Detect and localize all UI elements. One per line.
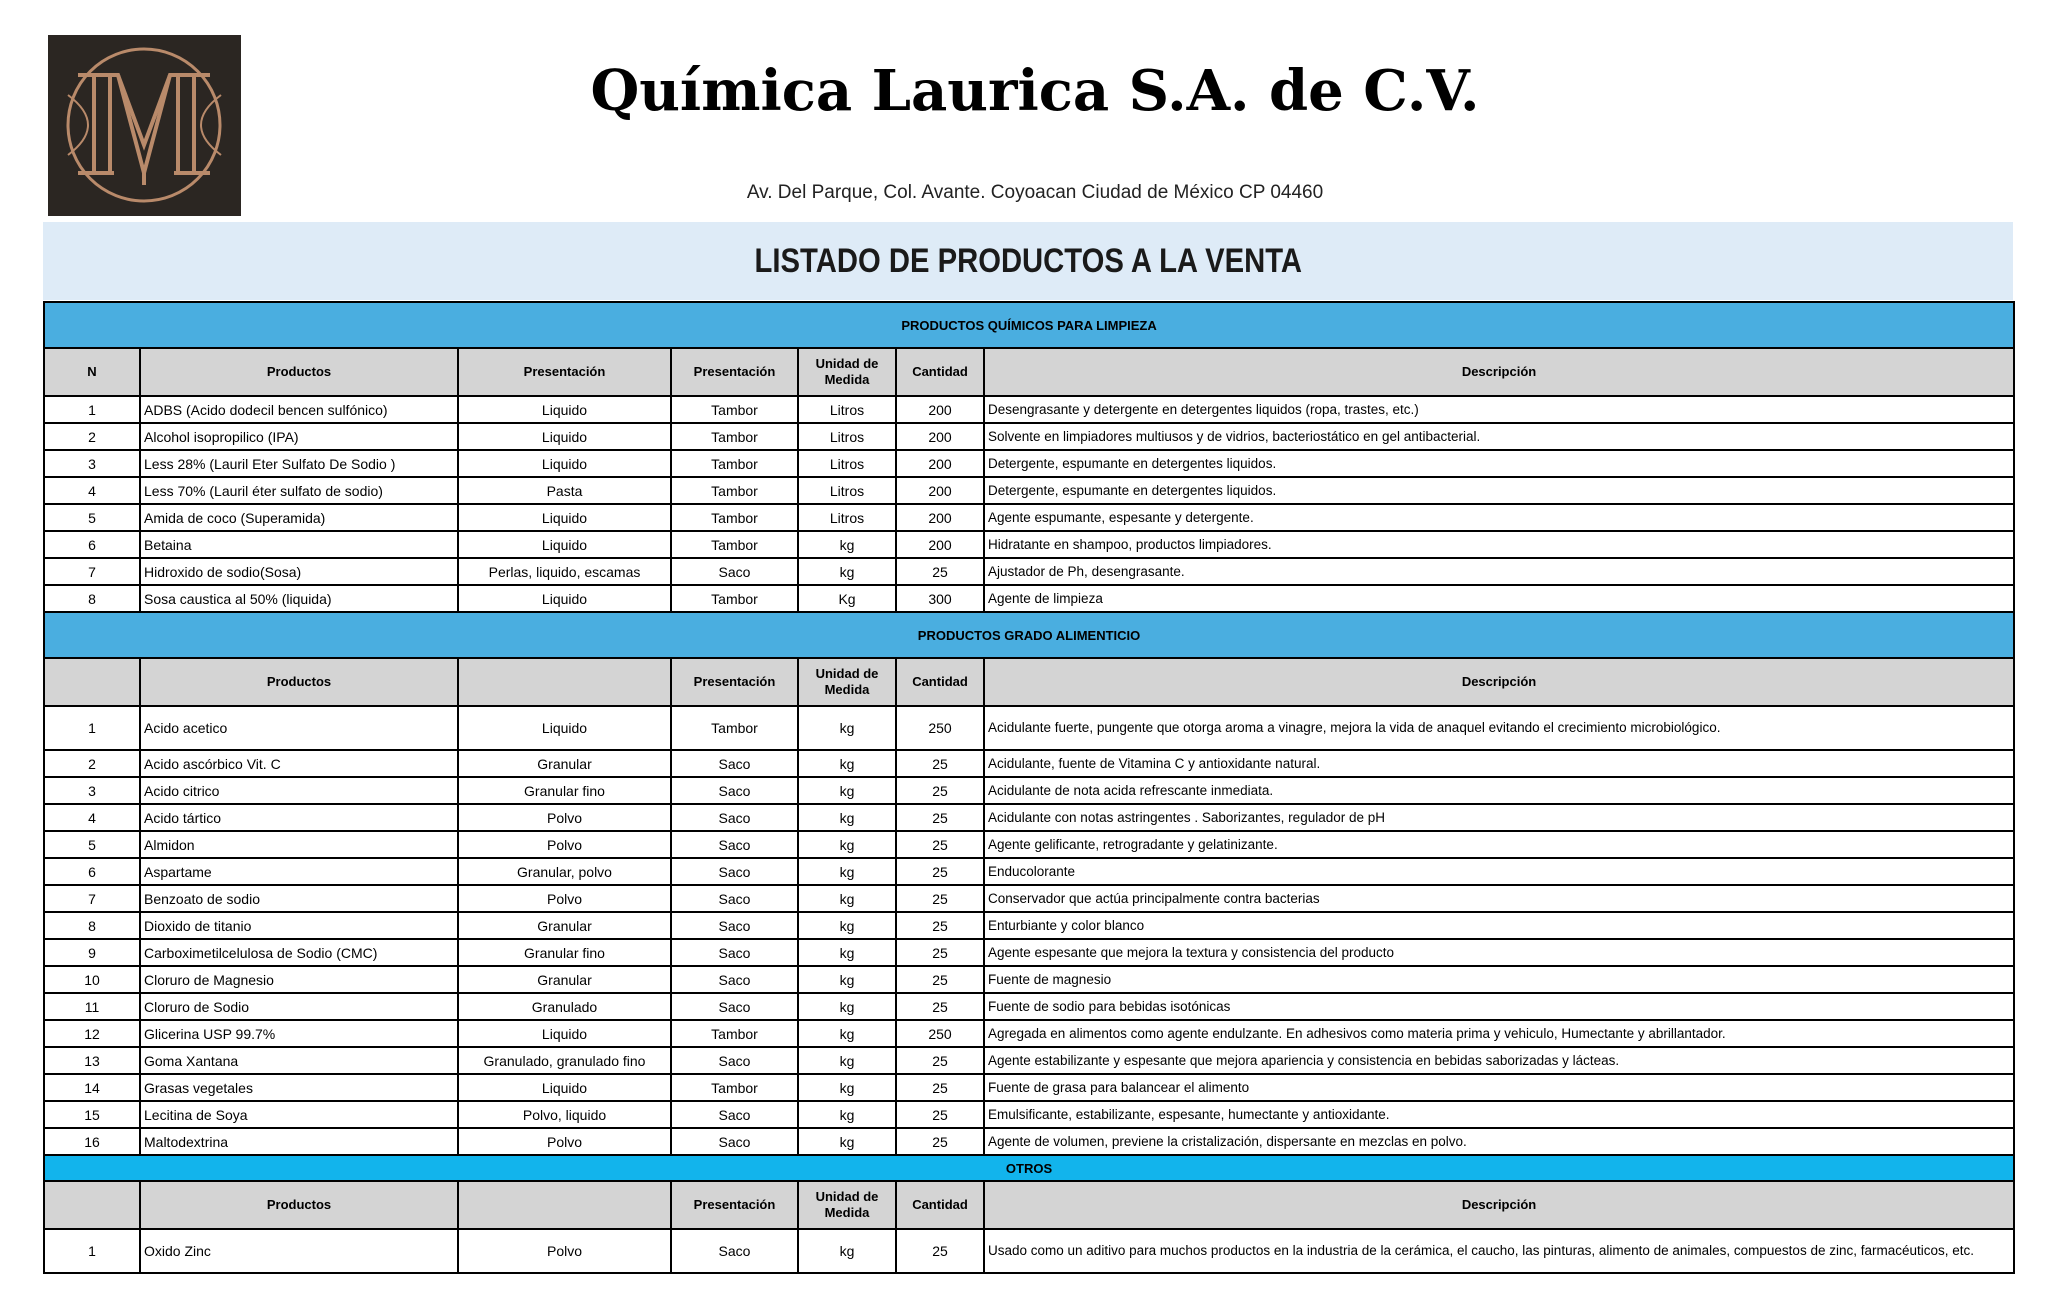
cell-quantity: 200 (896, 423, 984, 450)
cell-description: Acidulante, fuente de Vitamina C y antioxidante natural. (984, 750, 2014, 777)
cell-unit: kg (798, 966, 896, 993)
cell-unit: Litros (798, 396, 896, 423)
cell-number: 5 (44, 831, 140, 858)
cell-number: 7 (44, 558, 140, 585)
cell-unit: Kg (798, 585, 896, 612)
cell-unit: kg (798, 885, 896, 912)
cell-presentation-container: Saco (671, 1047, 798, 1074)
cell-description: Acidulante de nota acida refrescante inmediata. (984, 777, 2014, 804)
cell-number: 6 (44, 858, 140, 885)
table-row (44, 1229, 2014, 1273)
cell-presentation-form: Liquido (458, 450, 671, 477)
column-header-quantity: Cantidad (896, 348, 984, 396)
cell-presentation-container: Saco (671, 750, 798, 777)
cell-product: Carboximetilcelulosa de Sodio (CMC) (140, 939, 458, 966)
cell-quantity: 25 (896, 831, 984, 858)
cell-presentation-form: Granulado, granulado fino (458, 1047, 671, 1074)
cell-presentation-form: Granulado (458, 993, 671, 1020)
cell-description: Solvente en limpiadores multiusos y de vidrios, bacteriostático en gel antibacterial. (984, 423, 2014, 450)
column-header-presentation-form (458, 658, 671, 706)
cell-presentation-container: Saco (671, 1229, 798, 1273)
table-row (44, 912, 2014, 939)
cell-presentation-container: Saco (671, 831, 798, 858)
section-header-row (44, 302, 2014, 348)
column-header-row (44, 1181, 2014, 1229)
cell-description: Agente gelificante, retrogradante y gelatinizante. (984, 831, 2014, 858)
cell-presentation-form: Liquido (458, 1074, 671, 1101)
table-row (44, 777, 2014, 804)
table-row (44, 531, 2014, 558)
cell-presentation-container: Saco (671, 939, 798, 966)
cell-unit: kg (798, 831, 896, 858)
cell-number: 4 (44, 804, 140, 831)
section-header-row (44, 612, 2014, 658)
cell-description: Agente estabilizante y espesante que mejora apariencia y consistencia en bebidas saborizadas y lácteas. (984, 1047, 2014, 1074)
cell-presentation-form: Granular (458, 966, 671, 993)
cell-presentation-container: Saco (671, 966, 798, 993)
cell-number: 2 (44, 750, 140, 777)
cell-description: Desengrasante y detergente en detergentes liquidos (ropa, trastes, etc.) (984, 396, 2014, 423)
cell-unit: kg (798, 706, 896, 750)
column-header-presentation-container: Presentación (671, 658, 798, 706)
cell-unit: Litros (798, 423, 896, 450)
cell-number: 1 (44, 1229, 140, 1273)
cell-quantity: 25 (896, 939, 984, 966)
section-title: PRODUCTOS GRADO ALIMENTICIO (44, 612, 2014, 658)
cell-product: Grasas vegetales (140, 1074, 458, 1101)
cell-description: Agente de limpieza (984, 585, 2014, 612)
column-header-number (44, 658, 140, 706)
cell-unit: kg (798, 858, 896, 885)
cell-product: Acido ascórbico Vit. C (140, 750, 458, 777)
cell-description: Fuente de grasa para balancear el alimento (984, 1074, 2014, 1101)
cell-description: Fuente de magnesio (984, 966, 2014, 993)
cell-number: 1 (44, 706, 140, 750)
cell-presentation-form: Polvo (458, 885, 671, 912)
column-header-unit: Unidad de Medida (798, 1181, 896, 1229)
table-row (44, 993, 2014, 1020)
cell-description: Ajustador de Ph, desengrasante. (984, 558, 2014, 585)
company-logo (48, 35, 241, 216)
cell-number: 14 (44, 1074, 140, 1101)
cell-presentation-form: Granular fino (458, 777, 671, 804)
section-title: PRODUCTOS QUÍMICOS PARA LIMPIEZA (44, 302, 2014, 348)
cell-quantity: 200 (896, 531, 984, 558)
cell-description: Detergente, espumante en detergentes liquidos. (984, 477, 2014, 504)
cell-presentation-form: Polvo (458, 1128, 671, 1155)
cell-presentation-container: Tambor (671, 396, 798, 423)
cell-number: 9 (44, 939, 140, 966)
cell-presentation-container: Saco (671, 858, 798, 885)
column-header-row (44, 658, 2014, 706)
table-row (44, 558, 2014, 585)
cell-quantity: 200 (896, 396, 984, 423)
cell-product: Cloruro de Sodio (140, 993, 458, 1020)
cell-product: Acido citrico (140, 777, 458, 804)
cell-quantity: 200 (896, 450, 984, 477)
table-row (44, 396, 2014, 423)
cell-description: Agente de volumen, previene la cristalización, dispersante en mezclas en polvo. (984, 1128, 2014, 1155)
cell-product: Less 28% (Lauril Eter Sulfato De Sodio ) (140, 450, 458, 477)
cell-product: Glicerina USP 99.7% (140, 1020, 458, 1047)
cell-presentation-form: Polvo (458, 804, 671, 831)
products-table (43, 301, 2015, 1274)
column-header-description: Descripción (984, 658, 2014, 706)
cell-number: 6 (44, 531, 140, 558)
table-row (44, 1101, 2014, 1128)
cell-quantity: 25 (896, 1047, 984, 1074)
cell-quantity: 25 (896, 1128, 984, 1155)
table-row (44, 750, 2014, 777)
cell-quantity: 25 (896, 1229, 984, 1273)
column-header-number: N (44, 348, 140, 396)
cell-presentation-form: Liquido (458, 423, 671, 450)
cell-number: 1 (44, 396, 140, 423)
cell-presentation-container: Tambor (671, 531, 798, 558)
cell-description: Hidratante en shampoo, productos limpiadores. (984, 531, 2014, 558)
cell-quantity: 25 (896, 912, 984, 939)
table-row (44, 831, 2014, 858)
cell-quantity: 250 (896, 706, 984, 750)
column-header-presentation-container: Presentación (671, 1181, 798, 1229)
column-header-product: Productos (140, 348, 458, 396)
table-row (44, 1020, 2014, 1047)
cell-description: Acidulante con notas astringentes . Saborizantes, regulador de pH (984, 804, 2014, 831)
cell-quantity: 25 (896, 777, 984, 804)
cell-presentation-form: Polvo (458, 831, 671, 858)
table-row (44, 1074, 2014, 1101)
cell-number: 8 (44, 912, 140, 939)
cell-presentation-container: Saco (671, 804, 798, 831)
cell-unit: kg (798, 804, 896, 831)
cell-presentation-container: Tambor (671, 1074, 798, 1101)
cell-presentation-form: Granular (458, 750, 671, 777)
cell-unit: kg (798, 912, 896, 939)
cell-number: 11 (44, 993, 140, 1020)
company-address: Av. Del Parque, Col. Avante. Coyoacan Ciudad de México CP 04460 (746, 182, 1324, 203)
cell-product: Less 70% (Lauril éter sulfato de sodio) (140, 477, 458, 504)
cell-product: Dioxido de titanio (140, 912, 458, 939)
column-header-description: Descripción (984, 348, 2014, 396)
cell-unit: Litros (798, 477, 896, 504)
cell-presentation-container: Tambor (671, 477, 798, 504)
cell-quantity: 25 (896, 1101, 984, 1128)
cell-number: 13 (44, 1047, 140, 1074)
table-row (44, 423, 2014, 450)
cell-number: 3 (44, 777, 140, 804)
cell-number: 12 (44, 1020, 140, 1047)
cell-presentation-form: Liquido (458, 1020, 671, 1047)
page-title-banner (43, 222, 2013, 300)
cell-number: 2 (44, 423, 140, 450)
cell-unit: kg (798, 939, 896, 966)
cell-presentation-form: Polvo (458, 1229, 671, 1273)
cell-unit: kg (798, 1101, 896, 1128)
cell-product: Betaina (140, 531, 458, 558)
cell-product: Amida de coco (Superamida) (140, 504, 458, 531)
cell-number: 8 (44, 585, 140, 612)
cell-quantity: 25 (896, 993, 984, 1020)
cell-number: 5 (44, 504, 140, 531)
cell-presentation-container: Saco (671, 885, 798, 912)
cell-unit: Litros (798, 450, 896, 477)
cell-unit: kg (798, 1047, 896, 1074)
column-header-row (44, 348, 2014, 396)
cell-presentation-container: Tambor (671, 504, 798, 531)
table-row (44, 885, 2014, 912)
column-header-unit: Unidad de Medida (798, 658, 896, 706)
column-header-description: Descripción (984, 1181, 2014, 1229)
cell-unit: kg (798, 1020, 896, 1047)
cell-description: Agregada en alimentos como agente endulzante. En adhesivos como materia prima y vehiculo, Humectante y abrillantador. (984, 1020, 2014, 1047)
cell-presentation-container: Tambor (671, 706, 798, 750)
section-title: OTROS (44, 1155, 2014, 1181)
cell-quantity: 250 (896, 1020, 984, 1047)
cell-product: Aspartame (140, 858, 458, 885)
cell-unit: kg (798, 777, 896, 804)
cell-quantity: 25 (896, 804, 984, 831)
column-header-presentation-form: Presentación (458, 348, 671, 396)
cell-unit: kg (798, 1128, 896, 1155)
cell-presentation-container: Saco (671, 777, 798, 804)
cell-presentation-form: Liquido (458, 396, 671, 423)
cell-quantity: 200 (896, 477, 984, 504)
cell-presentation-form: Liquido (458, 504, 671, 531)
cell-product: Hidroxido de sodio(Sosa) (140, 558, 458, 585)
cell-number: 7 (44, 885, 140, 912)
table-row (44, 585, 2014, 612)
cell-presentation-form: Pasta (458, 477, 671, 504)
section-header-row (44, 1155, 2014, 1181)
table-row (44, 966, 2014, 993)
cell-product: Sosa caustica al 50% (liquida) (140, 585, 458, 612)
cell-presentation-form: Granular, polvo (458, 858, 671, 885)
cell-presentation-container: Tambor (671, 1020, 798, 1047)
cell-unit: Litros (798, 504, 896, 531)
cell-presentation-container: Saco (671, 558, 798, 585)
cell-presentation-container: Tambor (671, 450, 798, 477)
cell-quantity: 200 (896, 504, 984, 531)
cell-product: Oxido Zinc (140, 1229, 458, 1273)
column-header-number (44, 1181, 140, 1229)
cell-quantity: 25 (896, 885, 984, 912)
cell-product: Maltodextrina (140, 1128, 458, 1155)
cell-unit: kg (798, 993, 896, 1020)
cell-product: Goma Xantana (140, 1047, 458, 1074)
cell-unit: kg (798, 531, 896, 558)
cell-description: Usado como un aditivo para muchos productos en la industria de la cerámica, el caucho, las pinturas, alimento de animales, compuestos de zinc, farmacéuticos, etc. (984, 1229, 2014, 1273)
table-row (44, 450, 2014, 477)
cell-quantity: 25 (896, 858, 984, 885)
cell-presentation-form: Liquido (458, 706, 671, 750)
column-header-presentation-container: Presentación (671, 348, 798, 396)
cell-product: Acido tártico (140, 804, 458, 831)
cell-description: Fuente de sodio para bebidas isotónicas (984, 993, 2014, 1020)
column-header-unit: Unidad de Medida (798, 348, 896, 396)
cell-presentation-form: Polvo, liquido (458, 1101, 671, 1128)
cell-description: Acidulante fuerte, pungente que otorga aroma a vinagre, mejora la vida de anaquel evitando el crecimiento microbiológico. (984, 706, 2014, 750)
monogram-m-logo-icon (48, 35, 241, 216)
cell-presentation-form: Liquido (458, 585, 671, 612)
table-row (44, 804, 2014, 831)
cell-product: Acido acetico (140, 706, 458, 750)
table-row (44, 1128, 2014, 1155)
cell-presentation-form: Liquido (458, 531, 671, 558)
table-row (44, 477, 2014, 504)
cell-presentation-container: Saco (671, 912, 798, 939)
table-row (44, 1047, 2014, 1074)
cell-presentation-container: Tambor (671, 585, 798, 612)
cell-description: Agente espesante que mejora la textura y consistencia del producto (984, 939, 2014, 966)
cell-number: 10 (44, 966, 140, 993)
cell-presentation-form: Granular fino (458, 939, 671, 966)
column-header-product: Productos (140, 1181, 458, 1229)
cell-description: Enducolorante (984, 858, 2014, 885)
cell-unit: kg (798, 1074, 896, 1101)
cell-number: 15 (44, 1101, 140, 1128)
company-name: Química Laurica S.A. de C.V. (590, 58, 1480, 124)
cell-quantity: 25 (896, 558, 984, 585)
cell-description: Detergente, espumante en detergentes liquidos. (984, 450, 2014, 477)
cell-number: 16 (44, 1128, 140, 1155)
cell-unit: kg (798, 1229, 896, 1273)
page-title: LISTADO DE PRODUCTOS A LA VENTA (754, 241, 1302, 280)
column-header-quantity: Cantidad (896, 658, 984, 706)
cell-quantity: 300 (896, 585, 984, 612)
cell-description: Agente espumante, espesante y detergente. (984, 504, 2014, 531)
column-header-quantity: Cantidad (896, 1181, 984, 1229)
cell-presentation-container: Saco (671, 993, 798, 1020)
cell-presentation-container: Saco (671, 1101, 798, 1128)
cell-product: Lecitina de Soya (140, 1101, 458, 1128)
table-row (44, 858, 2014, 885)
cell-presentation-container: Saco (671, 1128, 798, 1155)
cell-description: Conservador que actúa principalmente contra bacterias (984, 885, 2014, 912)
column-header-product: Productos (140, 658, 458, 706)
cell-quantity: 25 (896, 966, 984, 993)
cell-number: 3 (44, 450, 140, 477)
cell-number: 4 (44, 477, 140, 504)
cell-unit: kg (798, 558, 896, 585)
cell-unit: kg (798, 750, 896, 777)
cell-product: Cloruro de Magnesio (140, 966, 458, 993)
table-row (44, 939, 2014, 966)
cell-product: Alcohol isopropilico (IPA) (140, 423, 458, 450)
table-row (44, 706, 2014, 750)
cell-presentation-container: Tambor (671, 423, 798, 450)
cell-description: Emulsificante, estabilizante, espesante, humectante y antioxidante. (984, 1101, 2014, 1128)
cell-quantity: 25 (896, 1074, 984, 1101)
cell-presentation-form: Perlas, liquido, escamas (458, 558, 671, 585)
cell-product: ADBS (Acido dodecil bencen sulfónico) (140, 396, 458, 423)
column-header-presentation-form (458, 1181, 671, 1229)
cell-quantity: 25 (896, 750, 984, 777)
cell-presentation-form: Granular (458, 912, 671, 939)
cell-product: Almidon (140, 831, 458, 858)
cell-description: Enturbiante y color blanco (984, 912, 2014, 939)
cell-product: Benzoato de sodio (140, 885, 458, 912)
table-row (44, 504, 2014, 531)
